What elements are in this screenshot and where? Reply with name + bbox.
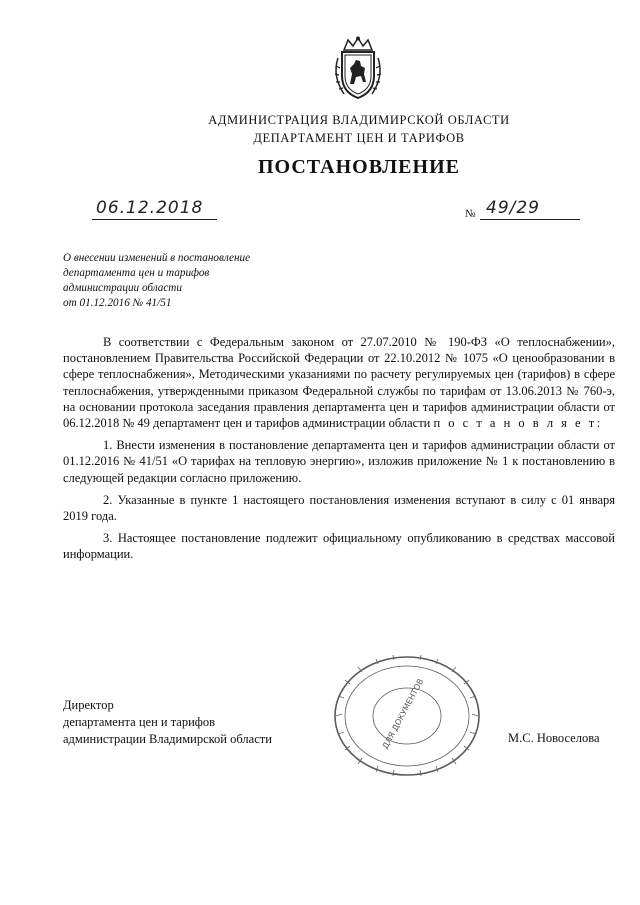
number-underline: [480, 219, 580, 220]
signatory-name: М.С. Новоселова: [508, 731, 600, 745]
org-name: АДМИНИСТРАЦИЯ ВЛАДИМИРСКОЙ ОБЛАСТИ: [208, 113, 510, 127]
subject-line: администрации области: [63, 282, 182, 294]
document-number: 49/29: [486, 198, 540, 218]
date-underline: [92, 219, 217, 220]
item-paragraph: 1. Внести изменения в постановление департамента цен и тарифов администрации области от 01.12.2016 № 41/51 «О тарифах на тепловую энергию», изложив приложение № 1 к постановлению в следующей редакции согласно приложению.: [63, 438, 615, 485]
subject-block: [63, 251, 250, 311]
subject-line: департамента цен и тарифов: [63, 267, 210, 279]
subject-line: О внесении изменений в постановление: [63, 252, 251, 264]
item-paragraph: 3. Настоящее постановление подлежит официальному опубликованию в средствах массовой информации.: [63, 531, 615, 562]
document-body: [63, 334, 615, 569]
signatory-line: администрации Владимирской области: [63, 732, 272, 746]
coat-of-arms-icon: [330, 36, 386, 102]
number-label: №: [465, 208, 476, 220]
subject-line: от 01.12.2016 № 41/51: [63, 297, 172, 309]
stamp-text: ДЛЯ ДОКУМЕНТОВ: [380, 677, 426, 751]
document-type-title: ПОСТАНОВЛЕНИЕ: [258, 156, 460, 178]
preamble-text: В соответствии с Федеральным законом от 27.07.2010 № 190-ФЗ «О теплоснабжении», постановлением Правительства Российской Федерации от 22.10.2012 № 1075 «О ценообразовании в сфере теплоснабжения», Методическими указаниями по расчету регулируемых цен (тарифов) в сфере теплоснабжения, утвержденными приказом Федеральной службы по тарифам от 13.06.2013 № 760-э, на основании протокола заседания правления департамента цен и тарифов администрации области от 06.12.2018 № 49 департамент цен и тарифов администрации области: [63, 335, 615, 431]
item-paragraph: 2. Указанные в пункте 1 настоящего постановления изменения вступают в силу с 01 января 2019 года.: [63, 492, 615, 524]
resolves-word: п о с т а н о в л я е т:: [433, 416, 603, 431]
signatory-line: Директор: [63, 698, 114, 712]
document-date: 06.12.2018: [96, 198, 204, 218]
official-stamp: [332, 654, 482, 778]
department-name: ДЕПАРТАМЕНТ ЦЕН И ТАРИФОВ: [253, 131, 465, 145]
signatory-title: [63, 697, 272, 748]
preamble-paragraph: [63, 334, 615, 431]
signatory-line: департамента цен и тарифов: [63, 715, 216, 729]
